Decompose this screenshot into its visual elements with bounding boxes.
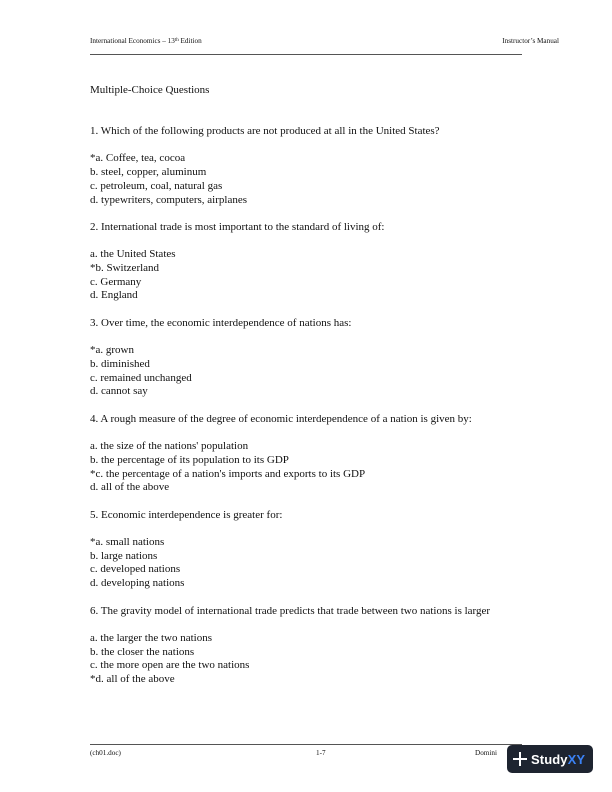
plus-icon (513, 752, 527, 766)
question-5 (90, 509, 530, 591)
question-4 (90, 413, 530, 495)
spacer (90, 522, 530, 536)
studyxy-logo-text: StudyXY (531, 751, 586, 767)
section-title: Multiple-Choice Questions (90, 84, 210, 96)
question-stem: 3. Over time, the economic interdependence of nations has: (90, 316, 352, 329)
answer-option: c. remained unchanged (90, 371, 192, 384)
spacer (90, 207, 530, 221)
answer-option: *a. Coffee, tea, cocoa (90, 152, 186, 165)
answer-option: d. all of the above (90, 481, 170, 494)
studyxy-badge[interactable] (507, 745, 593, 773)
answer-option: b. large nations (90, 549, 158, 562)
spacer (90, 426, 530, 440)
answer-option: d. cannot say (90, 385, 148, 398)
answer-option: d. typewriters, computers, airplanes (90, 193, 248, 206)
answer-option: *a. grown (90, 344, 134, 357)
question-stem: 1. Which of the following products are not produced at all in the United States? (90, 125, 440, 138)
page-content (90, 84, 530, 687)
header-manual-label: Instructor’s Manual (502, 37, 559, 45)
answer-option: a. the size of the nations' population (90, 440, 249, 453)
answer-option: b. the percentage of its population to its GDP (90, 453, 289, 466)
question-stem: 6. The gravity model of international trade predicts that trade between two nations is larger (90, 604, 491, 617)
answer-option: b. diminished (90, 357, 150, 370)
spacer (90, 495, 530, 509)
answer-option: b. steel, copper, aluminum (90, 166, 207, 179)
answer-option: *a. small nations (90, 536, 165, 549)
spacer (90, 235, 530, 249)
question-stem: 2. International trade is most important to the standard of living of: (90, 220, 385, 233)
question-6 (90, 605, 530, 687)
spacer (90, 139, 530, 153)
question-stem: 5. Economic interdependence is greater for: (90, 508, 283, 521)
answer-option: c. petroleum, coal, natural gas (90, 179, 223, 192)
header-divider (90, 54, 522, 55)
footer-divider (90, 744, 522, 745)
spacer (90, 591, 530, 605)
spacer (90, 331, 530, 345)
header-book-title: International Economics – 13th Edition (90, 37, 202, 45)
answer-option: *b. Switzerland (90, 262, 160, 275)
spacer (90, 303, 530, 317)
answer-option: c. developed nations (90, 563, 181, 576)
answer-option: d. developing nations (90, 577, 185, 590)
answer-option: c. Germany (90, 275, 142, 288)
answer-option: a. the United States (90, 248, 176, 261)
footer-page-number: 1-7 (316, 749, 326, 757)
header-edition-superscript: th (174, 38, 179, 43)
answer-option: b. the closer the nations (90, 645, 195, 658)
answer-option: *d. all of the above (90, 673, 175, 686)
answer-option: a. the larger the two nations (90, 631, 212, 644)
footer-filename: (ch01.doc) (90, 749, 121, 757)
question-2 (90, 221, 530, 303)
answer-option: *c. the percentage of a nation's imports and exports to its GDP (90, 467, 366, 480)
answer-option: d. England (90, 289, 138, 302)
spacer (90, 111, 530, 125)
spacer (90, 399, 530, 413)
spacer (90, 618, 530, 632)
question-3 (90, 317, 530, 399)
question-1 (90, 125, 530, 207)
answer-option: c. the more open are the two nations (90, 659, 250, 672)
footer-author: Domini (475, 749, 497, 757)
question-stem: 4. A rough measure of the degree of economic interdependence of a nation is given by: (90, 412, 472, 425)
spacer (90, 98, 530, 112)
